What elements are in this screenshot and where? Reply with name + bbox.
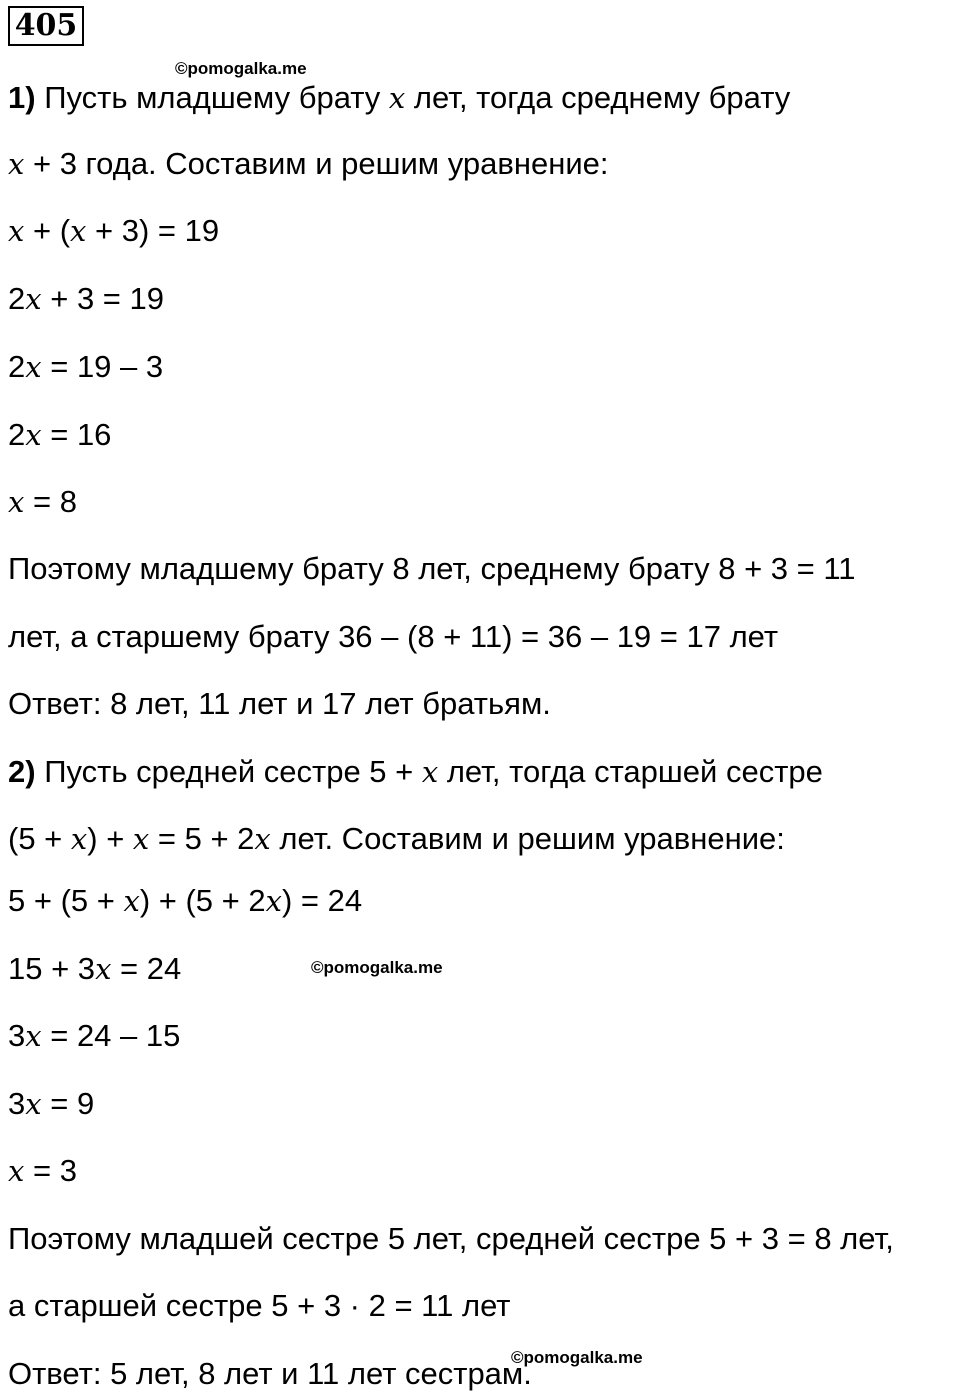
text: 2 — [8, 349, 26, 384]
variable: x — [25, 418, 42, 452]
text: 3 — [8, 1018, 26, 1053]
part2-equation-1 — [8, 885, 362, 916]
problem-number: 405 — [8, 6, 84, 46]
part2-line2 — [8, 823, 785, 854]
text: лет, тогда старшей сестре — [438, 754, 823, 789]
text: 5 + (5 + — [8, 883, 124, 918]
text: 3 — [8, 1086, 26, 1121]
text: = 24 – 15 — [41, 1018, 181, 1053]
variable: x — [25, 282, 42, 316]
variable: x — [8, 147, 25, 181]
part2-label: 2) — [8, 754, 36, 789]
variable: x — [25, 1019, 42, 1053]
text: ) = 24 — [281, 883, 363, 918]
text: = 16 — [41, 417, 112, 452]
text: = 3 — [24, 1153, 77, 1188]
part2-answer: Ответ: 5 лет, 8 лет и 11 лет сестрам. — [8, 1356, 532, 1391]
part1-label: 1) — [8, 80, 36, 115]
part2-conclusion-1: Поэтому младшей сестре 5 лет, средней сестре 5 + 3 = 8 лет, — [8, 1221, 894, 1256]
text: (5 + — [8, 821, 71, 856]
part1-equation-5 — [8, 486, 77, 517]
variable: x — [8, 485, 25, 519]
variable: x — [8, 214, 25, 248]
text: + 3 = 19 — [41, 281, 164, 316]
variable: x — [70, 214, 87, 248]
part1-equation-1 — [8, 215, 219, 246]
part2-equation-2 — [8, 953, 181, 984]
text: Пусть младшему брату — [35, 80, 389, 115]
part1-line2 — [8, 148, 609, 179]
text: + 3) = 19 — [86, 213, 220, 248]
variable: x — [25, 350, 42, 384]
part2-equation-5 — [8, 1155, 77, 1186]
variable: x — [388, 81, 406, 115]
text: ) + (5 + 2 — [139, 883, 266, 918]
text: 2 — [8, 281, 26, 316]
part2-intro-line — [8, 756, 823, 787]
text: + ( — [24, 213, 71, 248]
text: 2 — [8, 417, 26, 452]
watermark: ©pomogalka.me — [511, 1348, 643, 1367]
variable: x — [95, 952, 112, 986]
variable: x — [265, 884, 282, 918]
watermark: ©pomogalka.me — [175, 59, 307, 78]
text: 15 + 3 — [8, 951, 96, 986]
watermark: ©pomogalka.me — [311, 958, 443, 977]
text: = 8 — [24, 484, 77, 519]
part2-equation-3 — [8, 1020, 180, 1051]
part2-equation-4 — [8, 1088, 94, 1119]
variable: x — [8, 1154, 25, 1188]
variable: x — [70, 822, 88, 856]
part1-intro-line — [8, 82, 790, 113]
part1-conclusion-1: Поэтому младшему брату 8 лет, среднему брату 8 + 3 = 11 — [8, 551, 856, 586]
variable: x — [254, 822, 271, 856]
text: Пусть средней сестре 5 + — [35, 754, 422, 789]
variable: x — [25, 1087, 42, 1121]
text: лет. Составим и решим уравнение: — [270, 821, 785, 856]
variable: x — [421, 755, 439, 789]
part2-conclusion-2: а старшей сестре 5 + 3 · 2 = 11 лет — [8, 1288, 511, 1323]
text: = 9 — [41, 1086, 95, 1121]
variable: x — [132, 822, 150, 856]
part1-conclusion-2: лет, а старшему брату 36 – (8 + 11) = 36 – 19 = 17 лет — [8, 619, 779, 654]
part1-equation-3 — [8, 351, 163, 382]
text: лет, тогда среднему брату — [405, 80, 791, 115]
part1-equation-2 — [8, 283, 164, 314]
part1-answer: Ответ: 8 лет, 11 лет и 17 лет братьям. — [8, 686, 551, 721]
text: + 3 года. Составим и решим уравнение: — [24, 146, 609, 181]
text: ) + — [87, 821, 133, 856]
text: = 5 + 2 — [149, 821, 255, 856]
text: = 19 – 3 — [41, 349, 164, 384]
part1-equation-4 — [8, 419, 111, 450]
text: = 24 — [111, 951, 182, 986]
variable: x — [123, 884, 140, 918]
